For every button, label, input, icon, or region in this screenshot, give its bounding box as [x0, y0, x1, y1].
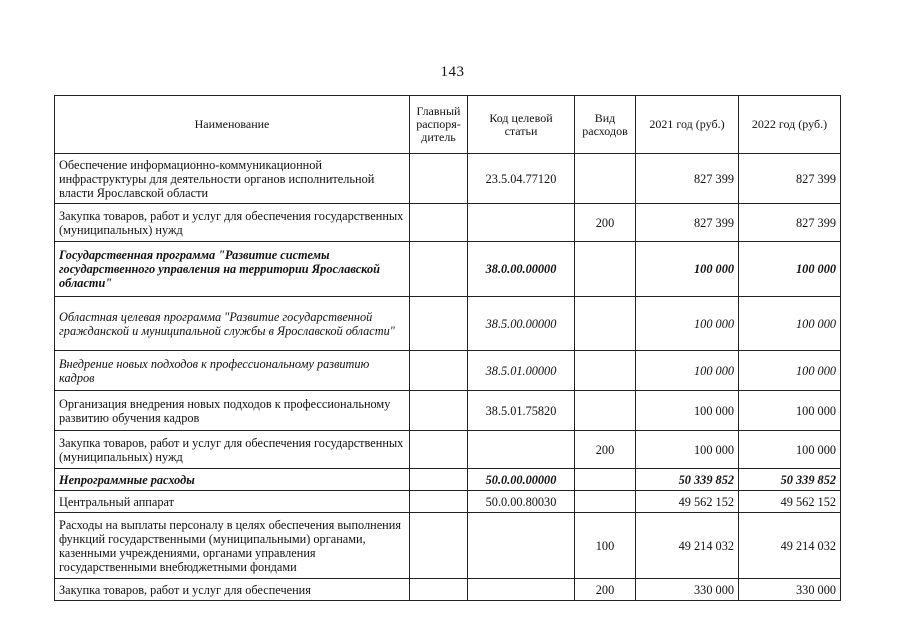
row-target-code: 50.0.00.00000: [468, 469, 575, 491]
row-name: Расходы на выплаты персоналу в целях обеспечения выполнения функций государственными (муниципальными) органами, казенными учреждениями, органами управления государственными внебюджетными фондами: [55, 513, 410, 579]
row-expense-type: 200: [575, 431, 636, 469]
row-name: Закупка товаров, работ и услуг для обеспечения государственных (муниципальных) нужд: [55, 431, 410, 469]
table-row: [55, 154, 841, 204]
header-administrator: Главный распоря- дитель: [410, 96, 468, 154]
row-target-code: 38.5.00.00000: [468, 297, 575, 351]
row-name: Государственная программа "Развитие системы государственного управления на территории Ярославской области": [55, 242, 410, 297]
row-expense-type: 100: [575, 513, 636, 579]
row-target-code: 23.5.04.77120: [468, 154, 575, 204]
row-amount-2021: 100 000: [636, 391, 739, 431]
table-row: [55, 469, 841, 491]
row-target-code: [468, 204, 575, 242]
table-row: [55, 491, 841, 513]
row-target-code: 38.5.01.00000: [468, 351, 575, 391]
row-amount-2022: 49 214 032: [739, 513, 841, 579]
row-amount-2021: 827 399: [636, 204, 739, 242]
row-administrator: [410, 579, 468, 601]
row-name: Непрограммные расходы: [55, 469, 410, 491]
row-amount-2021: 100 000: [636, 431, 739, 469]
row-administrator: [410, 391, 468, 431]
row-expense-type: 200: [575, 204, 636, 242]
row-amount-2021: 100 000: [636, 351, 739, 391]
table-row: [55, 297, 841, 351]
row-name: Закупка товаров, работ и услуг для обеспечения государственных (муниципальных) нужд: [55, 204, 410, 242]
table-row: [55, 431, 841, 469]
table-row: [55, 204, 841, 242]
row-administrator: [410, 154, 468, 204]
row-amount-2022: 100 000: [739, 431, 841, 469]
table-row: [55, 391, 841, 431]
row-amount-2021: 100 000: [636, 242, 739, 297]
table-header-row: [55, 96, 841, 154]
row-administrator: [410, 469, 468, 491]
row-expense-type: 200: [575, 579, 636, 601]
row-name: Внедрение новых подходов к профессиональному развитию кадров: [55, 351, 410, 391]
row-administrator: [410, 431, 468, 469]
row-administrator: [410, 513, 468, 579]
row-administrator: [410, 491, 468, 513]
page-number: 143: [440, 64, 465, 80]
row-target-code: 50.0.00.80030: [468, 491, 575, 513]
header-target-code: Код целевой статьи: [468, 96, 575, 154]
header-name: Наименование: [55, 96, 410, 154]
table-row: [55, 513, 841, 579]
row-name: Закупка товаров, работ и услуг для обеспечения: [55, 579, 410, 601]
row-amount-2021: 50 339 852: [636, 469, 739, 491]
table-row: [55, 579, 841, 601]
row-target-code: [468, 431, 575, 469]
row-administrator: [410, 297, 468, 351]
row-amount-2021: 827 399: [636, 154, 739, 204]
row-expense-type: [575, 469, 636, 491]
row-target-code: 38.5.01.75820: [468, 391, 575, 431]
row-target-code: [468, 513, 575, 579]
row-name: Организация внедрения новых подходов к профессиональному развитию обучения кадров: [55, 391, 410, 431]
header-year-2022: 2022 год (руб.): [739, 96, 841, 154]
row-amount-2022: 827 399: [739, 154, 841, 204]
row-expense-type: [575, 154, 636, 204]
row-amount-2022: 827 399: [739, 204, 841, 242]
row-administrator: [410, 204, 468, 242]
row-expense-type: [575, 491, 636, 513]
row-name: Обеспечение информационно-коммуникационной инфраструктуры для деятельности органов исполнительной власти Ярославской области: [55, 154, 410, 204]
row-amount-2021: 49 562 152: [636, 491, 739, 513]
header-year-2021: 2021 год (руб.): [636, 96, 739, 154]
table-row: [55, 351, 841, 391]
row-amount-2022: 100 000: [739, 297, 841, 351]
row-expense-type: [575, 297, 636, 351]
row-amount-2021: 330 000: [636, 579, 739, 601]
row-expense-type: [575, 242, 636, 297]
row-expense-type: [575, 351, 636, 391]
row-name: Областная целевая программа "Развитие государственной гражданской и муниципальной службы в Ярославской области": [55, 297, 410, 351]
row-amount-2022: 100 000: [739, 391, 841, 431]
row-amount-2022: 100 000: [739, 242, 841, 297]
row-amount-2021: 100 000: [636, 297, 739, 351]
row-amount-2022: 100 000: [739, 351, 841, 391]
row-expense-type: [575, 391, 636, 431]
row-target-code: [468, 579, 575, 601]
row-amount-2022: 330 000: [739, 579, 841, 601]
table-row: [55, 242, 841, 297]
row-amount-2022: 49 562 152: [739, 491, 841, 513]
row-amount-2022: 50 339 852: [739, 469, 841, 491]
row-amount-2021: 49 214 032: [636, 513, 739, 579]
row-administrator: [410, 242, 468, 297]
row-administrator: [410, 351, 468, 391]
row-target-code: 38.0.00.00000: [468, 242, 575, 297]
header-expense-type: Вид расходов: [575, 96, 636, 154]
row-name: Центральный аппарат: [55, 491, 410, 513]
budget-table: [54, 95, 841, 601]
